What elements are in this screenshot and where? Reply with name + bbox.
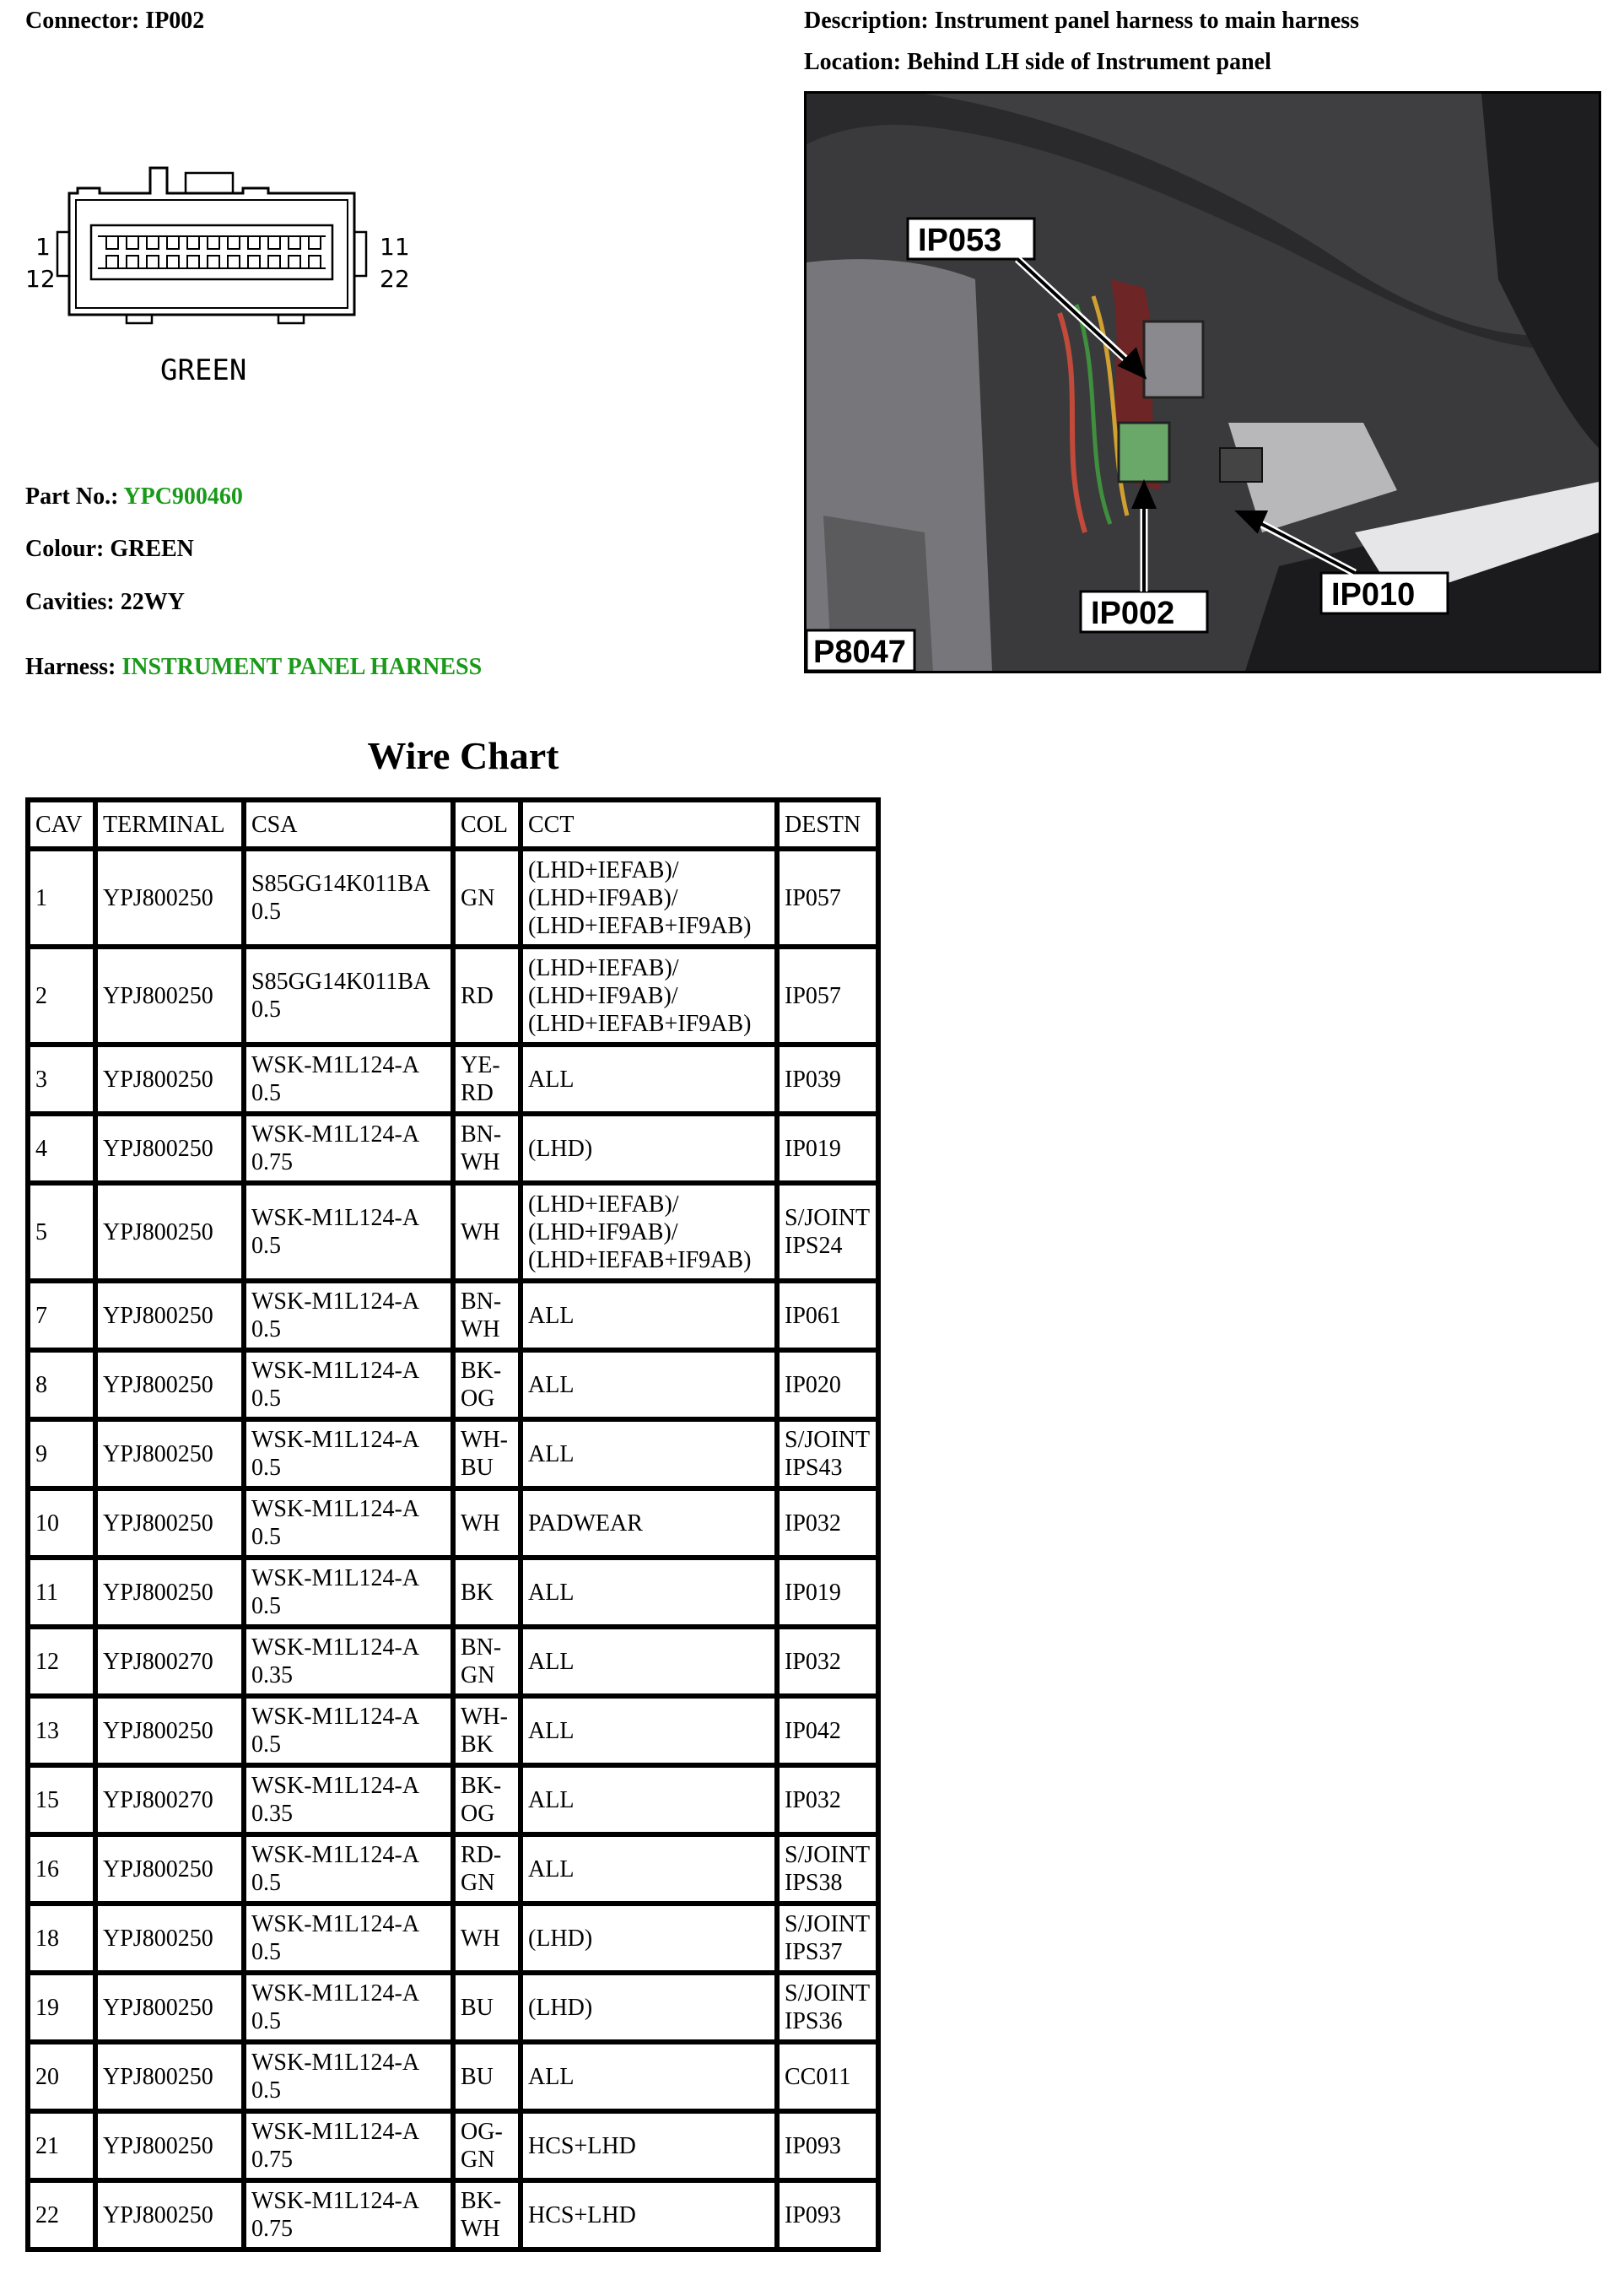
cell-terminal: YPJ800250 xyxy=(95,1114,244,1183)
cell-destn: IP093 xyxy=(777,2180,878,2250)
wire-chart-row xyxy=(28,1419,878,1488)
part-label: Part No.: xyxy=(25,483,119,510)
cell-destn: CC011 xyxy=(777,2042,878,2111)
cell-col: WH- BU xyxy=(453,1419,521,1488)
pin-label-1: 1 xyxy=(35,233,51,261)
cell-col: RD- GN xyxy=(453,1834,521,1904)
cell-cav: 3 xyxy=(28,1045,95,1114)
cell-csa: WSK-M1L124-A 0.5 xyxy=(244,1904,453,1973)
col-header-cct: CCT xyxy=(521,800,777,849)
cell-csa: WSK-M1L124-A 0.5 xyxy=(244,1488,453,1558)
connector-colour-caption: GREEN xyxy=(160,354,247,387)
cell-terminal: YPJ800250 xyxy=(95,1558,244,1627)
part-value: YPC900460 xyxy=(123,483,243,510)
cell-cav: 1 xyxy=(28,849,95,947)
cell-cct: (LHD+IEFAB)/ (LHD+IF9AB)/ (LHD+IEFAB+IF9AB) xyxy=(521,849,777,947)
cell-terminal: YPJ800250 xyxy=(95,1281,244,1350)
wire-chart-row xyxy=(28,1045,878,1114)
cell-cct: HCS+LHD xyxy=(521,2111,777,2180)
cell-terminal: YPJ800250 xyxy=(95,1045,244,1114)
cell-destn: IP042 xyxy=(777,1696,878,1765)
cell-cct: HCS+LHD xyxy=(521,2180,777,2250)
wire-chart-row xyxy=(28,1627,878,1696)
cell-destn: IP032 xyxy=(777,1765,878,1834)
cell-cct: ALL xyxy=(521,2042,777,2111)
wire-chart-row xyxy=(28,1973,878,2042)
pin-label-22: 22 xyxy=(380,265,410,293)
wire-chart-table xyxy=(25,797,881,2252)
cell-terminal: YPJ800250 xyxy=(95,1488,244,1558)
location-field xyxy=(804,48,1271,77)
wire-chart-row xyxy=(28,2042,878,2111)
cell-csa: WSK-M1L124-A 0.75 xyxy=(244,2111,453,2180)
connector-housing xyxy=(69,168,354,315)
cell-col: WH xyxy=(453,1904,521,1973)
cell-terminal: YPJ800250 xyxy=(95,2180,244,2250)
cell-csa: WSK-M1L124-A 0.5 xyxy=(244,1696,453,1765)
cell-destn: S/JOINT IPS37 xyxy=(777,1904,878,1973)
connector-field xyxy=(25,7,204,35)
cell-destn: IP032 xyxy=(777,1488,878,1558)
callout-ip010: IP010 xyxy=(1331,577,1416,613)
cell-csa: WSK-M1L124-A 0.5 xyxy=(244,1045,453,1114)
cell-terminal: YPJ800250 xyxy=(95,1350,244,1419)
cell-destn: IP093 xyxy=(777,2111,878,2180)
cell-cct: (LHD) xyxy=(521,1114,777,1183)
wire-chart-header-row xyxy=(28,800,878,849)
cell-cav: 9 xyxy=(28,1419,95,1488)
colour-value: GREEN xyxy=(110,536,194,562)
cell-col: BU xyxy=(453,2042,521,2111)
wire-chart-row xyxy=(28,1558,878,1627)
cell-col: BN- GN xyxy=(453,1627,521,1696)
col-header-destn: DESTN xyxy=(777,800,878,849)
connector-latch xyxy=(186,173,233,193)
cavities-label: Cavities: xyxy=(25,589,115,615)
location-label: Location: xyxy=(804,49,902,75)
wire-chart-row xyxy=(28,1350,878,1419)
cell-destn: S/JOINT IPS38 xyxy=(777,1834,878,1904)
wire-chart-row xyxy=(28,1765,878,1834)
cell-cav: 8 xyxy=(28,1350,95,1419)
cell-col: WH xyxy=(453,1488,521,1558)
cell-csa: WSK-M1L124-A 0.5 xyxy=(244,1183,453,1281)
cell-terminal: YPJ800250 xyxy=(95,1973,244,2042)
wire-chart-row xyxy=(28,1114,878,1183)
cell-col: BK- WH xyxy=(453,2180,521,2250)
cell-terminal: YPJ800250 xyxy=(95,1419,244,1488)
wire-chart-row xyxy=(28,2111,878,2180)
cell-cav: 16 xyxy=(28,1834,95,1904)
cell-cct: (LHD) xyxy=(521,1973,777,2042)
cell-cav: 21 xyxy=(28,2111,95,2180)
wire-chart-row xyxy=(28,1488,878,1558)
wire-chart-row xyxy=(28,1183,878,1281)
wire-chart-row xyxy=(28,1904,878,1973)
wire-chart-row xyxy=(28,2180,878,2250)
wire-chart-row xyxy=(28,947,878,1045)
connector-pin xyxy=(167,236,179,249)
cell-col: BN- WH xyxy=(453,1114,521,1183)
cell-terminal: YPJ800270 xyxy=(95,1765,244,1834)
cell-cav: 5 xyxy=(28,1183,95,1281)
connector-pin xyxy=(187,236,199,249)
cell-csa: WSK-M1L124-A 0.5 xyxy=(244,1419,453,1488)
connector-pin xyxy=(248,236,260,249)
cell-cct: ALL xyxy=(521,1419,777,1488)
col-header-cav: CAV xyxy=(28,800,95,849)
cell-csa: WSK-M1L124-A 0.75 xyxy=(244,1114,453,1183)
cell-destn: IP032 xyxy=(777,1627,878,1696)
cell-cct: ALL xyxy=(521,1281,777,1350)
description-label: Description: xyxy=(804,8,929,34)
callout-ip053: IP053 xyxy=(918,223,1002,258)
connector-cavity-block xyxy=(91,225,332,279)
cell-col: GN xyxy=(453,849,521,947)
harness-value: INSTRUMENT PANEL HARNESS xyxy=(121,654,483,680)
harness-label: Harness: xyxy=(25,654,116,680)
cell-cav: 4 xyxy=(28,1114,95,1183)
cell-cav: 12 xyxy=(28,1627,95,1696)
wire-chart-title: Wire Chart xyxy=(367,734,559,777)
connector-pin xyxy=(147,256,159,268)
cell-csa: WSK-M1L124-A 0.75 xyxy=(244,2180,453,2250)
cell-col: OG- GN xyxy=(453,2111,521,2180)
cell-csa: WSK-M1L124-A 0.35 xyxy=(244,1765,453,1834)
cell-cct: ALL xyxy=(521,1558,777,1627)
cell-cct: PADWEAR xyxy=(521,1488,777,1558)
cell-terminal: YPJ800250 xyxy=(95,849,244,947)
pin-label-12: 12 xyxy=(25,265,56,293)
cell-cav: 7 xyxy=(28,1281,95,1350)
cell-col: YE- RD xyxy=(453,1045,521,1114)
cell-col: BK- OG xyxy=(453,1350,521,1419)
cell-destn: IP019 xyxy=(777,1558,878,1627)
colour-field xyxy=(25,535,194,564)
cell-csa: WSK-M1L124-A 0.5 xyxy=(244,2042,453,2111)
cell-cav: 19 xyxy=(28,1973,95,2042)
connector-pin xyxy=(167,256,179,268)
description-field xyxy=(804,7,1359,35)
connector-pin xyxy=(268,236,280,249)
cell-csa: WSK-M1L124-A 0.35 xyxy=(244,1627,453,1696)
cell-cct: ALL xyxy=(521,1045,777,1114)
cell-csa: S85GG14K011BA 0.5 xyxy=(244,849,453,947)
cell-terminal: YPJ800250 xyxy=(95,1183,244,1281)
pin-label-11: 11 xyxy=(380,233,410,261)
cell-destn: IP020 xyxy=(777,1350,878,1419)
cavities-field xyxy=(25,588,185,617)
cell-col: BK xyxy=(453,1558,521,1627)
connector-pin xyxy=(289,236,300,249)
cell-terminal: YPJ800250 xyxy=(95,2111,244,2180)
cell-cav: 18 xyxy=(28,1904,95,1973)
connector-pin xyxy=(127,256,138,268)
cell-csa: WSK-M1L124-A 0.5 xyxy=(244,1973,453,2042)
cell-cav: 20 xyxy=(28,2042,95,2111)
connector-pin xyxy=(187,256,199,268)
cell-csa: WSK-M1L124-A 0.5 xyxy=(244,1281,453,1350)
connector-face-diagram xyxy=(25,156,422,401)
connector-pin xyxy=(228,236,240,249)
connector-pin xyxy=(309,236,321,249)
wire-chart-row xyxy=(28,849,878,947)
cell-col: BK- OG xyxy=(453,1765,521,1834)
cell-terminal: YPJ800250 xyxy=(95,1834,244,1904)
connector-pin xyxy=(289,256,300,268)
cell-csa: WSK-M1L124-A 0.5 xyxy=(244,1834,453,1904)
connector-pin xyxy=(208,236,219,249)
cell-cct: (LHD) xyxy=(521,1904,777,1973)
connector-pin xyxy=(309,256,321,268)
connector-pin xyxy=(248,256,260,268)
cell-col: RD xyxy=(453,947,521,1045)
wire-chart-row xyxy=(28,1281,878,1350)
cell-terminal: YPJ800250 xyxy=(95,1696,244,1765)
wire-chart-row xyxy=(28,1834,878,1904)
harness-field xyxy=(25,653,482,682)
cell-col: BN- WH xyxy=(453,1281,521,1350)
connector-pin xyxy=(147,236,159,249)
cell-destn: S/JOINT IPS43 xyxy=(777,1419,878,1488)
col-header-csa: CSA xyxy=(244,800,453,849)
col-header-col: COL xyxy=(453,800,521,849)
cell-destn: IP039 xyxy=(777,1045,878,1114)
connector-label: Connector: xyxy=(25,8,140,34)
cell-terminal: YPJ800250 xyxy=(95,2042,244,2111)
cell-csa: WSK-M1L124-A 0.5 xyxy=(244,1350,453,1419)
cell-cct: ALL xyxy=(521,1765,777,1834)
cell-csa: WSK-M1L124-A 0.5 xyxy=(244,1558,453,1627)
cell-destn: S/JOINT IPS24 xyxy=(777,1183,878,1281)
cell-destn: IP061 xyxy=(777,1281,878,1350)
cell-terminal: YPJ800250 xyxy=(95,947,244,1045)
cell-cav: 13 xyxy=(28,1696,95,1765)
location-value: Behind LH side of Instrument panel xyxy=(907,49,1271,75)
cell-cav: 2 xyxy=(28,947,95,1045)
connector-pin xyxy=(228,256,240,268)
cell-cav: 22 xyxy=(28,2180,95,2250)
wire-chart-row xyxy=(28,1696,878,1765)
connector-pin xyxy=(106,256,118,268)
cell-terminal: YPJ800250 xyxy=(95,1904,244,1973)
cell-col: BU xyxy=(453,1973,521,2042)
cell-cct: (LHD+IEFAB)/ (LHD+IF9AB)/ (LHD+IEFAB+IF9AB) xyxy=(521,1183,777,1281)
connector-value: IP002 xyxy=(145,8,205,34)
cell-csa: S85GG14K011BA 0.5 xyxy=(244,947,453,1045)
cell-destn: IP057 xyxy=(777,849,878,947)
cell-destn: IP019 xyxy=(777,1114,878,1183)
callout-ip002: IP002 xyxy=(1091,596,1175,631)
cell-cct: ALL xyxy=(521,1350,777,1419)
part-number-field xyxy=(25,483,243,511)
cavities-value: 22WY xyxy=(120,589,185,615)
cell-cav: 15 xyxy=(28,1765,95,1834)
cell-cct: ALL xyxy=(521,1834,777,1904)
cell-cav: 10 xyxy=(28,1488,95,1558)
connector-pin xyxy=(268,256,280,268)
colour-label: Colour: xyxy=(25,536,105,562)
cell-col: WH- BK xyxy=(453,1696,521,1765)
connector-pin xyxy=(127,236,138,249)
location-photo xyxy=(804,91,1601,673)
connector-pin xyxy=(208,256,219,268)
cell-cct: (LHD+IEFAB)/ (LHD+IF9AB)/ (LHD+IEFAB+IF9AB) xyxy=(521,947,777,1045)
cell-destn: S/JOINT IPS36 xyxy=(777,1973,878,2042)
cell-cct: ALL xyxy=(521,1696,777,1765)
cell-cav: 11 xyxy=(28,1558,95,1627)
cell-destn: IP057 xyxy=(777,947,878,1045)
connector-pin xyxy=(106,236,118,249)
photo-reference: P8047 xyxy=(813,635,906,670)
cell-col: WH xyxy=(453,1183,521,1281)
cell-terminal: YPJ800270 xyxy=(95,1627,244,1696)
col-header-terminal: TERMINAL xyxy=(95,800,244,849)
description-value: Instrument panel harness to main harness xyxy=(934,8,1360,34)
cell-cct: ALL xyxy=(521,1627,777,1696)
